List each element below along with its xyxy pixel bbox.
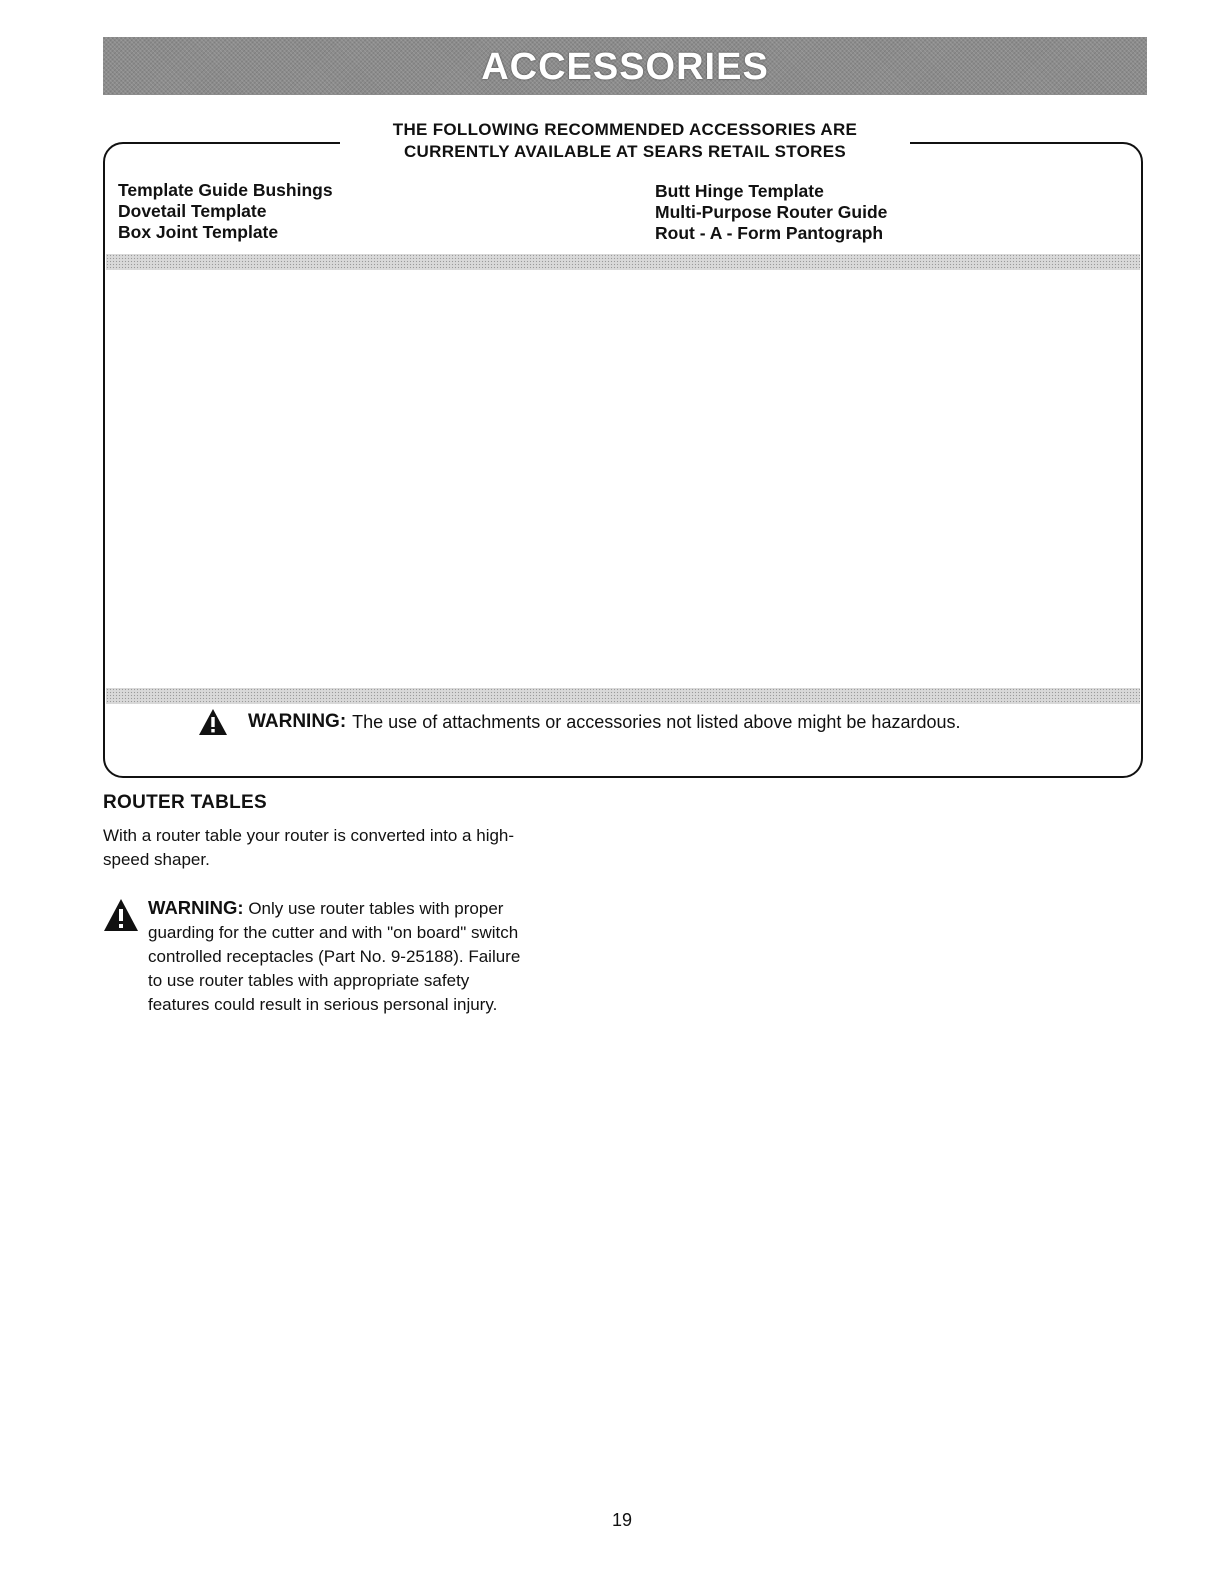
accessory-list-right	[655, 181, 887, 244]
list-item: Butt Hinge Template	[655, 181, 824, 201]
section-banner	[103, 37, 1147, 95]
router-tables-warning	[148, 896, 598, 1017]
warning-triangle-icon	[198, 708, 228, 736]
warning-text: Only use router tables with proper	[248, 899, 504, 918]
warning-line: guarding for the cutter and with "on board" switch	[148, 923, 519, 942]
list-item: Box Joint Template	[118, 222, 279, 242]
accessory-image-area	[106, 270, 1140, 688]
list-item: Rout - A - Form Pantograph	[655, 223, 884, 243]
list-item: Dovetail Template	[118, 201, 267, 221]
warning-line: features could result in serious personal injury.	[148, 995, 498, 1014]
warning-line	[148, 896, 598, 921]
intro-line: With a router table your router is converted into a high-	[103, 826, 515, 845]
list-item: Template Guide Bushings	[118, 180, 333, 200]
router-tables-intro	[103, 824, 603, 872]
accessory-list-left	[118, 180, 333, 243]
heading-line-1: THE FOLLOWING RECOMMENDED ACCESSORIES ARE	[392, 120, 858, 139]
warning-text: The use of attachments or accessories not listed above might be hazardous.	[352, 712, 961, 732]
heading-line-2: CURRENTLY AVAILABLE AT SEARS RETAIL STORES	[403, 142, 847, 161]
warning-line: controlled receptacles (Part No. 9-25188). Failure	[148, 947, 521, 966]
dotted-divider-top	[106, 254, 1140, 270]
accessories-heading	[340, 119, 910, 163]
accessories-warning	[198, 708, 961, 736]
warning-triangle-icon	[103, 898, 139, 932]
dotted-divider-bottom	[106, 688, 1140, 704]
warning-label: WARNING:	[248, 711, 347, 732]
page-title: ACCESSORIES	[481, 45, 769, 88]
warning-line: to use router tables with appropriate safety	[148, 971, 470, 990]
page-number: 19	[611, 1510, 633, 1530]
warning-label: WARNING:	[148, 897, 244, 918]
router-tables-title: ROUTER TABLES	[103, 792, 267, 813]
list-item: Multi-Purpose Router Guide	[655, 202, 888, 222]
intro-line: speed shaper.	[103, 850, 210, 869]
